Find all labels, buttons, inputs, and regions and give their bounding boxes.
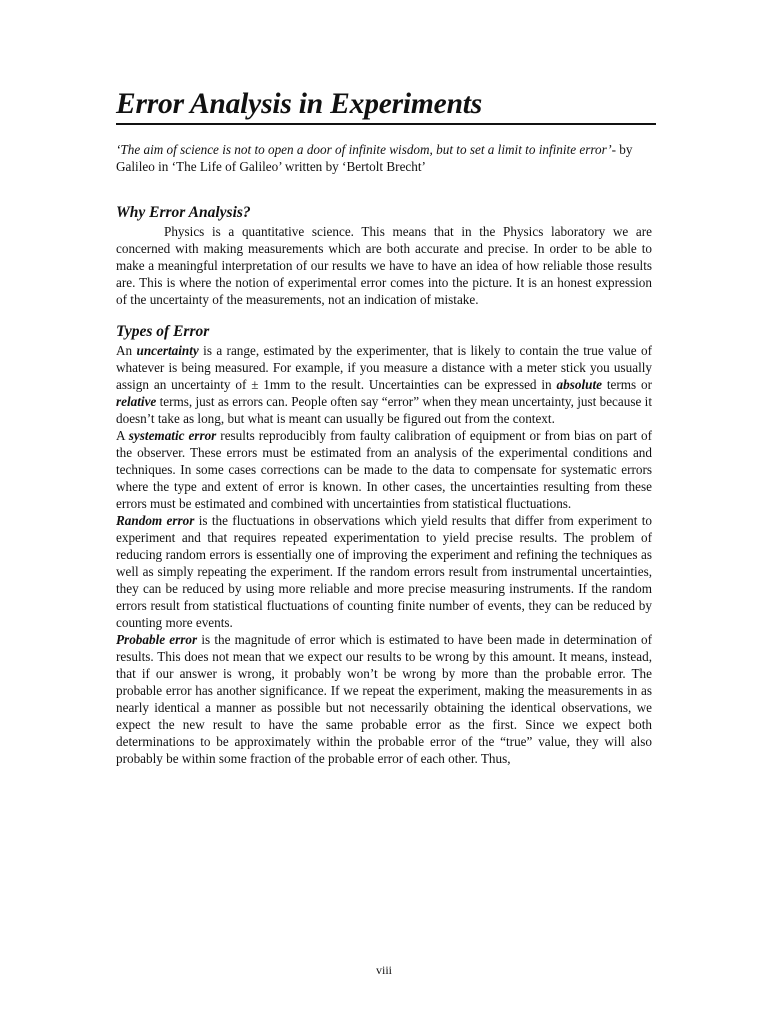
heading-types-of-error: Types of Error bbox=[116, 323, 210, 340]
paragraph-systematic-error bbox=[116, 427, 652, 512]
paragraph-probable-error bbox=[116, 631, 652, 767]
paragraph-random-error bbox=[116, 512, 652, 631]
page-content bbox=[116, 86, 652, 767]
document-title: Error Analysis in Experiments bbox=[116, 88, 483, 120]
quote-attribution: - by Galileo in ‘The Life of Galileo’ written by ‘Bertolt Brecht’ bbox=[116, 142, 633, 174]
heading-why-error-analysis: Why Error Analysis? bbox=[116, 204, 251, 221]
term-uncertainty: uncertainty bbox=[136, 343, 199, 358]
paragraph-uncertainty bbox=[116, 342, 652, 427]
term-probable-error: Probable error bbox=[116, 632, 198, 647]
uncertainty-text-2: terms or bbox=[601, 377, 652, 392]
random-text: is the fluctuations in observations which yield results that differ from experiment to experiment and that requires repeated experimentation to yield precise results. The problem of reducing random errors is essentially one of improving the experiment and refining the techniques as well as simply repeating the experiment. If the random errors result from instrumental uncertainties, they can be reduced by using more reliable and more precise measuring instruments. If the random errors result from statistical fluctuations of counting finite number of events, they can be reduced by counting more events. bbox=[116, 513, 652, 630]
uncertainty-text-3: terms, just as errors can. People often say “error” when they mean uncertainty, just because it doesn’t take as long, but what is meant can usually be figured out from the context. bbox=[116, 394, 652, 426]
page-number: viii bbox=[375, 963, 392, 977]
term-absolute: absolute bbox=[556, 377, 602, 392]
uncertainty-text-1: is a range, estimated by the experimenter, that is likely to contain the true value of whatever is being measured. For example, if you measure a distance with a meter stick you usually assign an uncertainty of ± 1mm to the result. Uncertainties can be expressed in bbox=[116, 343, 652, 392]
probable-text: is the magnitude of error which is estimated to have been made in determination of results. This does not mean that we expect our results to be wrong by this amount. It means, instead, that if our answer is wrong, it probably won’t be wrong by more than the probable error. The probable error has another significance. If we repeat the experiment, making the measurements in as nearly identical a manner as possible but not necessarily obtaining the identical observations, we expect the new result to have the same probable error as the first. Since we expect both determinations to be approximately within the probable error of the “true” value, they will also probably be within some fraction of the probable error of each other. Thus, bbox=[116, 632, 652, 766]
term-random-error: Random error bbox=[116, 513, 195, 528]
paragraph-why-error-analysis: Physics is a quantitative science. This means that in the Physics laboratory we are concerned with making measurements which are both accurate and precise. In order to be able to make a meaningful interpretation of our results we have to have an idea of how reliable those results are. This is where the notion of experimental error comes into the picture. It is an honest expression of the uncertainty of the measurements, not an indication of mistake. bbox=[116, 224, 652, 307]
term-systematic-error: systematic error bbox=[128, 428, 217, 443]
title-rule bbox=[116, 123, 656, 125]
epigraph-quote bbox=[116, 141, 652, 175]
quote-text: ‘The aim of science is not to open a door of infinite wisdom, but to set a limit to infinite error’ bbox=[116, 142, 612, 157]
systematic-text: results reproducibly from faulty calibration of equipment or from bias on part of the observer. These errors must be estimated from an analysis of the experimental conditions and techniques. In some cases corrections can be made to the data to compensate for systematic errors where the type and extent of error is known. In other cases, the uncertainties resulting from these errors must be estimated and combined with uncertainties from statistical fluctuations. bbox=[116, 428, 653, 511]
uncertainty-pre: An bbox=[116, 343, 137, 358]
systematic-pre: A bbox=[116, 428, 129, 443]
term-relative: relative bbox=[116, 394, 157, 409]
